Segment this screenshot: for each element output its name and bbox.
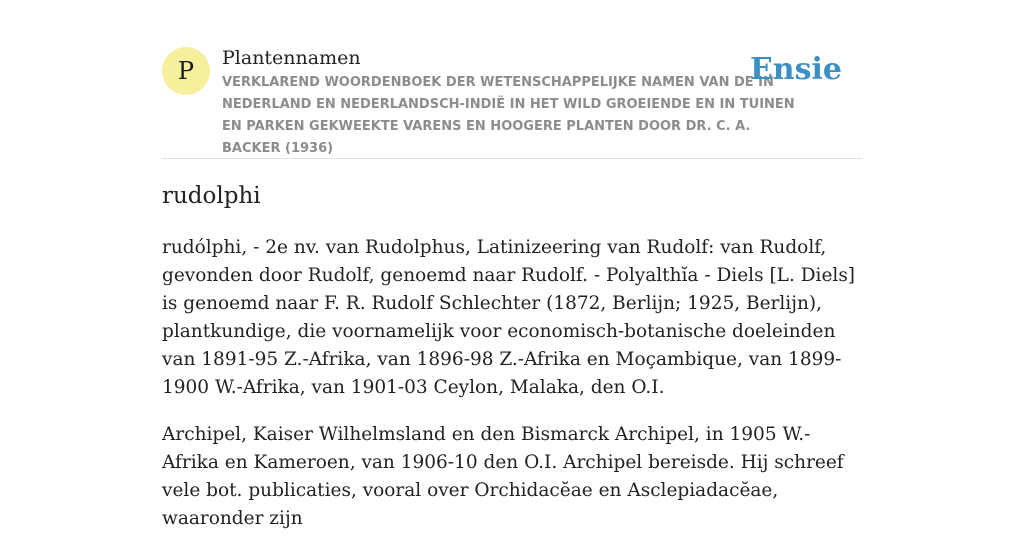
source-title[interactable]: Plantennamen <box>222 47 361 69</box>
avatar[interactable]: P <box>162 47 210 95</box>
entry-paragraph: rudólphi, - 2e nv. van Rudolphus, Latinizeering van Rudolf: van Rudolf, gevonden door Rudolf, genoemd naar Rudolf. - Polyalthĭa - Diels [L. Diels] is genoemd naar F. R. Rudolf Schlechter (1872, Berlijn; 1925, Berlijn), plantkundige, die voornamelijk voor economisch-botanische doeleinden van 1891-95 Z.-Afrika, van 1896-98 Z.-Afrika en Moçambique, van 1899-1900 W.-Afrika, van 1901-03 Ceylon, Malaka, den O.I. <box>162 237 856 398</box>
entry-title: rudolphi <box>162 183 261 209</box>
entry-paragraph: Archipel, Kaiser Wilhelmsland en den Bismarck Archipel, in 1905 W.-Afrika en Kameroen, van 1906-10 den O.I. Archipel bereisde. Hij schreef vele bot. publicaties, vooral over Orchidacĕae en Asclepiadacĕae, waaronder zijn <box>162 424 844 529</box>
entry-body <box>162 234 862 552</box>
brand-logo-link[interactable]: Ensie <box>749 52 842 87</box>
page <box>162 0 862 529</box>
source-header <box>162 0 862 159</box>
source-description: VERKLAREND WOORDENBOEK DER WETENSCHAPPELIJKE NAMEN VAN DE IN NEDERLAND EN NEDERLANDSCH-INDIË IN HET WILD GROEIENDE EN IN TUINEN EN PARKEN GEKWEEKTE VARENS EN HOOGERE PLANTEN DOOR DR. C. A. BACKER (1936) <box>222 75 795 156</box>
